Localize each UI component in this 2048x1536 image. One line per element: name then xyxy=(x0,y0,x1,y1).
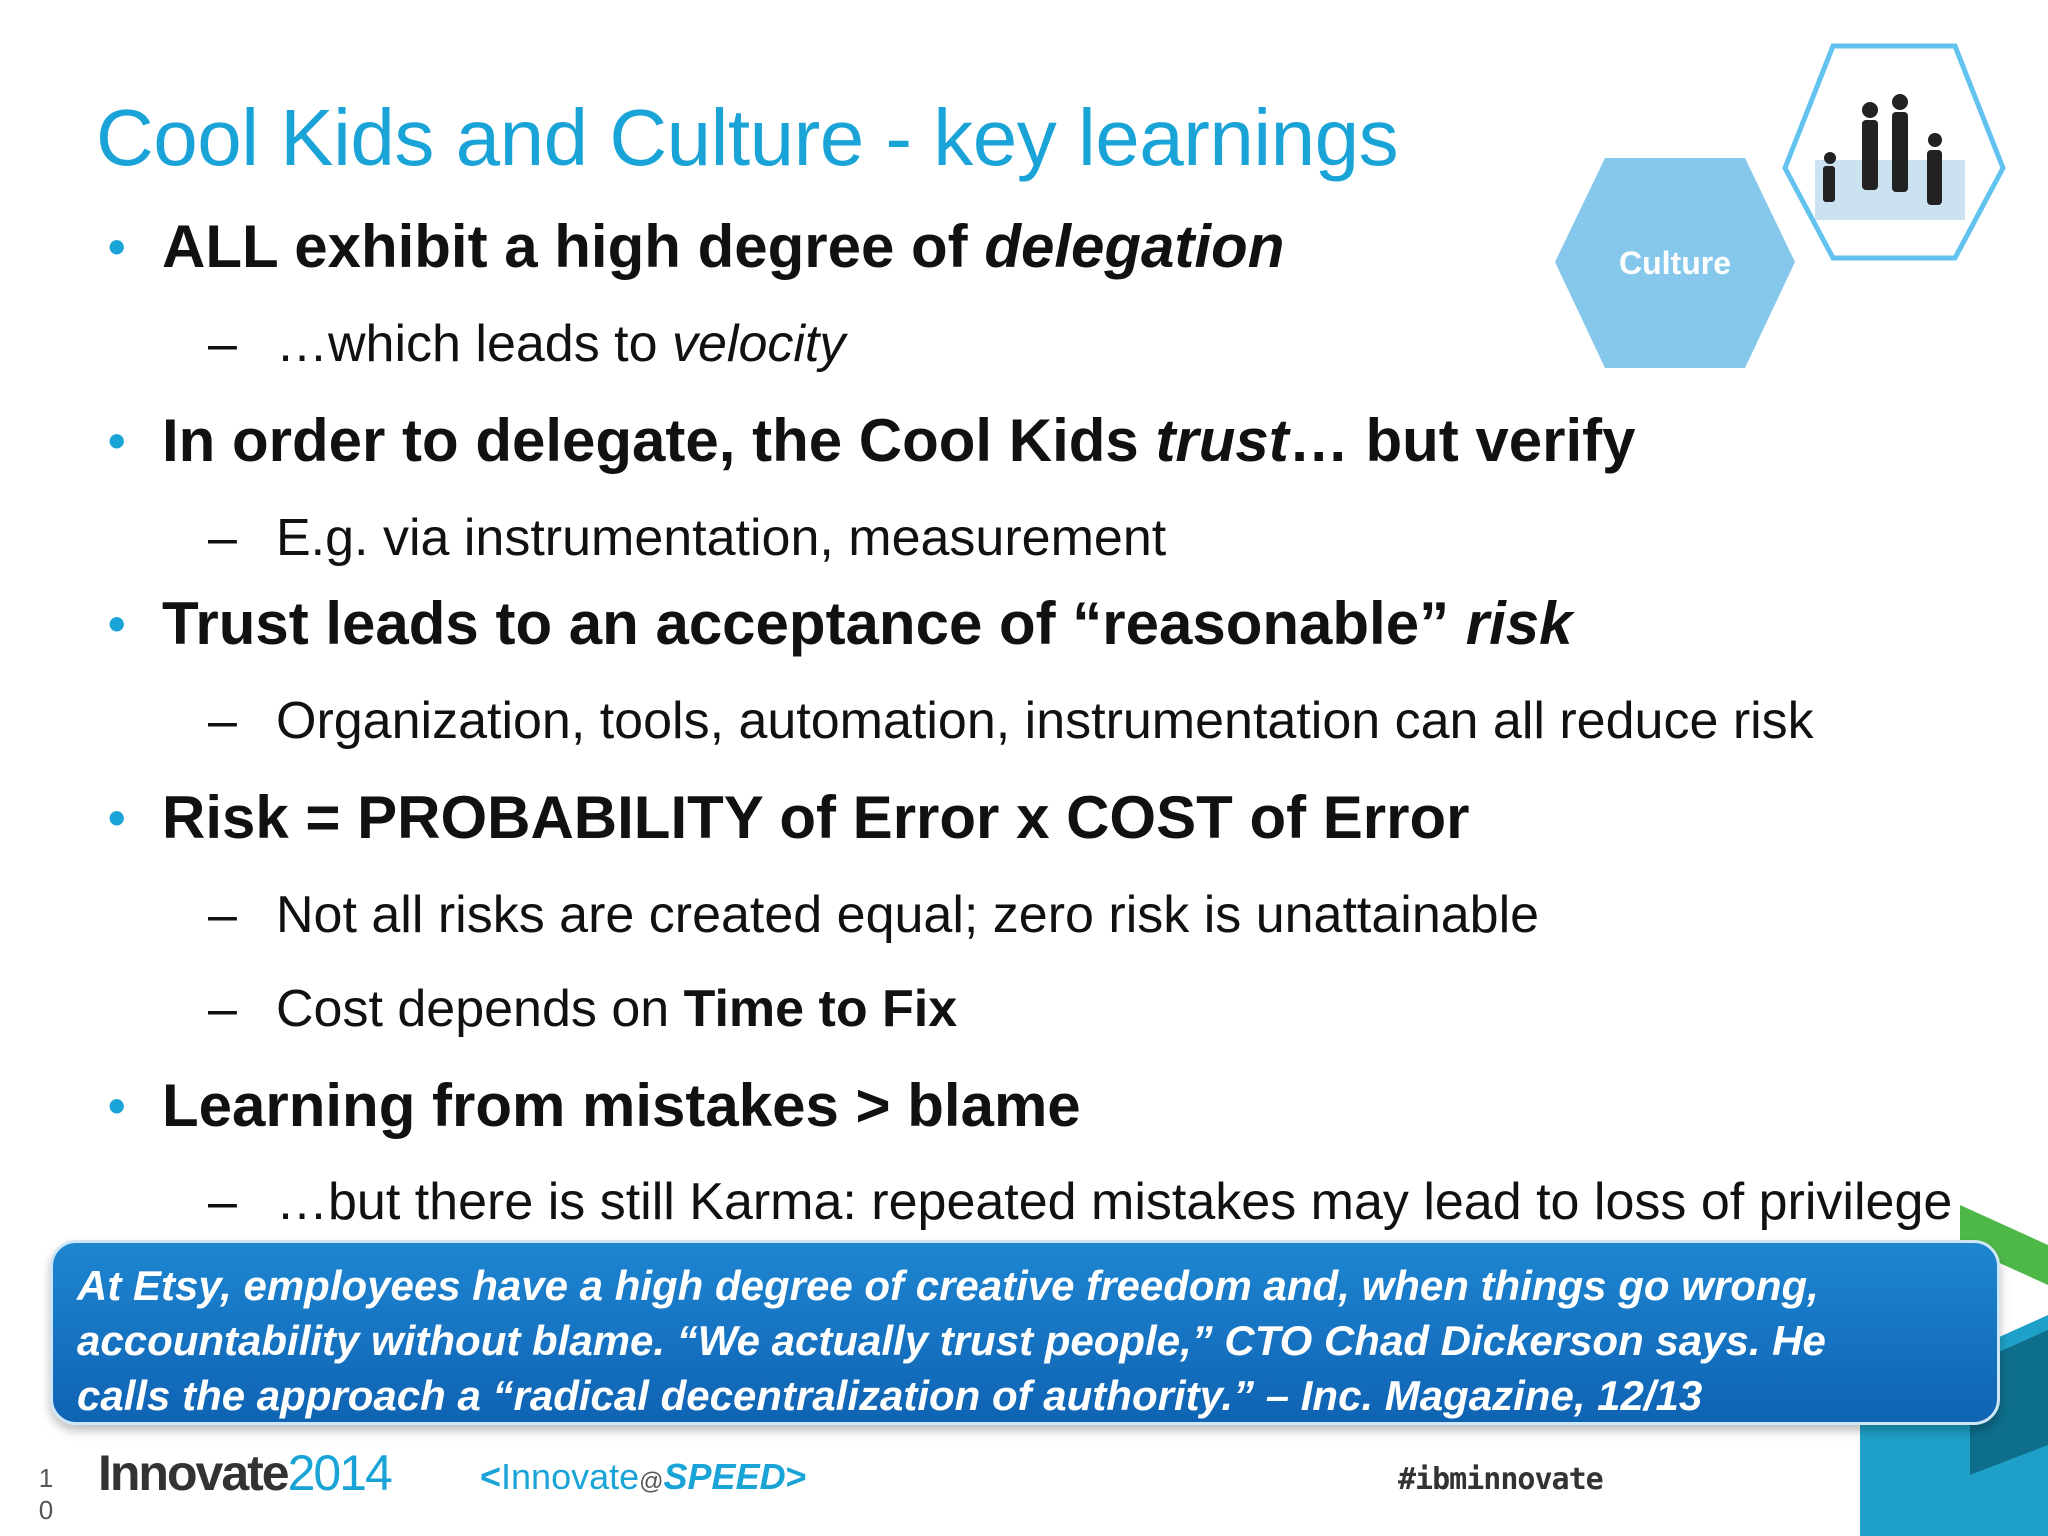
bullet-text: Learning from mistakes > blame xyxy=(162,1072,1081,1139)
speed-bracket-right: > xyxy=(785,1456,807,1497)
dash-marker: – xyxy=(208,1173,237,1231)
floor-patch xyxy=(1815,160,1965,220)
dash-marker: – xyxy=(208,509,237,567)
innovate-2014-logo xyxy=(98,1444,391,1502)
sub-text: Organization, tools, automation, instrumentation can all reduce risk xyxy=(276,692,1814,750)
quote-line-2: accountability without blame. “We actually trust people,” CTO Chad Dickerson says. He xyxy=(77,1317,1826,1364)
dash-marker: – xyxy=(208,980,237,1038)
sub-text: E.g. via instrumentation, measurement xyxy=(276,509,1167,567)
logo-year: 2014 xyxy=(287,1445,391,1501)
dash-marker: – xyxy=(208,886,237,944)
bullet-marker: • xyxy=(108,790,126,846)
speed-bracket-left: < xyxy=(480,1456,502,1497)
speed-word: SPEED xyxy=(663,1456,786,1497)
sub-text: …which leads to xyxy=(276,315,672,373)
sub-text: Not all risks are created equal; zero risk is unattainable xyxy=(276,886,1540,944)
dash-marker: – xyxy=(208,315,237,373)
sub-bold: Time to Fix xyxy=(683,980,958,1038)
sub-emphasis: velocity xyxy=(671,315,846,373)
bullet-emphasis: risk xyxy=(1465,590,1573,657)
bullet-marker: • xyxy=(108,413,126,469)
innovate-at-speed-logo xyxy=(480,1456,807,1498)
hashtag: #ibminnovate xyxy=(1398,1462,1603,1497)
slide-number-digit-1: 1 xyxy=(38,1463,54,1493)
logo-word: Innovate xyxy=(98,1445,288,1501)
slide-number xyxy=(36,1462,56,1526)
speed-at: @ xyxy=(639,1468,664,1495)
bullet-emphasis: delegation xyxy=(984,213,1285,280)
bullet-text: In order to delegate, the Cool Kids xyxy=(162,407,1156,474)
sub-text: …but there is still Karma: repeated mistakes may lead to loss of privilege xyxy=(276,1173,1953,1231)
dash-marker: – xyxy=(208,692,237,750)
bullet-emphasis: trust xyxy=(1155,407,1289,474)
bullet-marker: • xyxy=(108,1078,126,1134)
etsy-quote-callout xyxy=(50,1240,2000,1425)
bullet-marker: • xyxy=(108,596,126,652)
quote-line-3: calls the approach a “radical decentralization of authority.” – Inc. Magazine, 12/13 xyxy=(77,1372,1703,1419)
quote-line-1: At Etsy, employees have a high degree of creative freedom and, when things go wrong, xyxy=(77,1262,1819,1309)
slide-number-digit-2: 0 xyxy=(38,1495,54,1525)
bullet-text: ALL exhibit a high degree of xyxy=(162,213,985,280)
speed-innovate: Innovate xyxy=(501,1456,640,1497)
bullet-text: Risk = PROBABILITY of Error x COST of Error xyxy=(162,784,1470,851)
culture-badge-label: Culture xyxy=(1619,245,1731,281)
bullet-marker: • xyxy=(108,219,126,275)
bullet-text-end: … but verify xyxy=(1288,407,1636,474)
bullet-text: Trust leads to an acceptance of “reasonable” xyxy=(162,590,1466,657)
sub-text: Cost depends on xyxy=(276,980,684,1038)
culture-hex-graphic xyxy=(1545,40,2015,380)
slide-title: Cool Kids and Culture - key learnings xyxy=(96,93,1399,182)
